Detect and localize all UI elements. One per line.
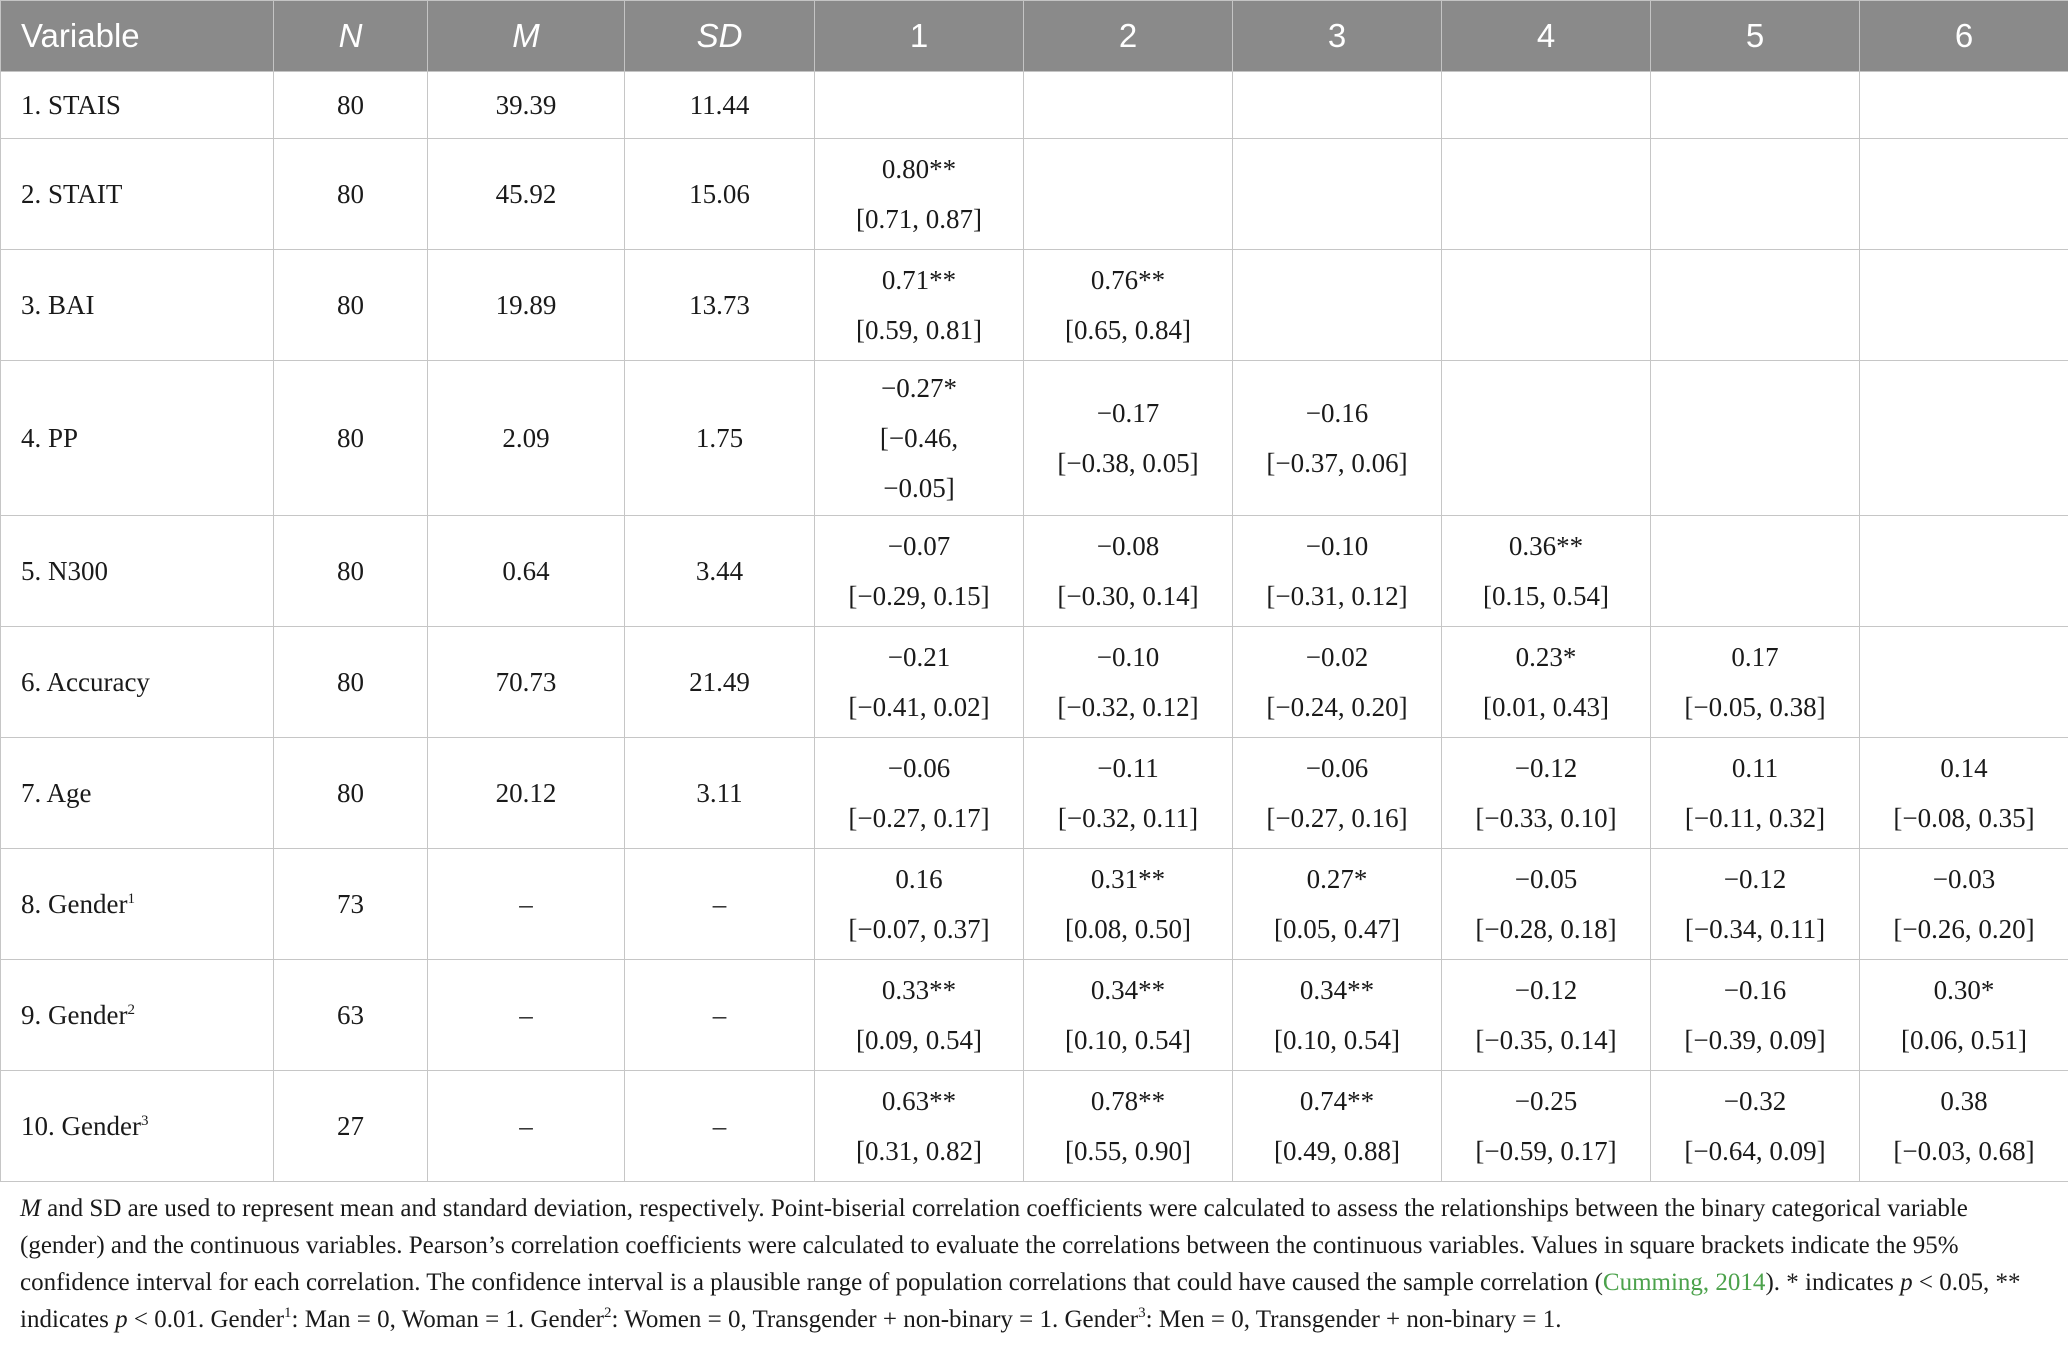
correlation-cell	[815, 1071, 1024, 1182]
correlation-value: −0.32	[1723, 1086, 1787, 1116]
correlation-cell	[1233, 361, 1442, 516]
correlation-value: −0.03	[1932, 864, 1996, 894]
table-row	[1, 738, 2068, 849]
stat-cell-m: –	[428, 1071, 625, 1182]
correlation-cell	[1860, 960, 2068, 1071]
table-row	[1, 849, 2068, 960]
correlation-cell	[815, 250, 1024, 361]
correlation-cell	[1024, 250, 1233, 361]
variable-label: 5. N300	[21, 556, 108, 586]
correlation-value: 0.34**	[1299, 975, 1375, 1005]
stat-cell-sd: 3.44	[625, 516, 815, 627]
confidence-interval: [−0.41, 0.02]	[848, 692, 990, 722]
correlation-cell	[1651, 849, 1860, 960]
table-note	[20, 1190, 2048, 1338]
correlation-value: 0.80**	[881, 154, 957, 184]
confidence-interval: [−0.64, 0.09]	[1684, 1136, 1826, 1166]
stat-cell-m: –	[428, 960, 625, 1071]
correlation-cell	[1651, 516, 1860, 627]
confidence-interval: [0.65, 0.84]	[1065, 315, 1191, 345]
correlation-cell	[1651, 738, 1860, 849]
table-row	[1, 516, 2068, 627]
correlation-cell	[1442, 139, 1651, 250]
correlation-cell	[1442, 738, 1651, 849]
variable-cell	[1, 849, 274, 960]
stat-cell-sd: 15.06	[625, 139, 815, 250]
variable-label: 9. Gender	[21, 1000, 128, 1030]
stat-cell-n: 80	[274, 361, 428, 516]
correlation-cell	[815, 361, 1024, 516]
variable-label: 4. PP	[21, 423, 79, 453]
column-header: 3	[1233, 1, 1442, 72]
stat-cell-n: 27	[274, 1071, 428, 1182]
table-row	[1, 960, 2068, 1071]
column-header: 6	[1860, 1, 2068, 72]
correlation-cell	[1860, 139, 2068, 250]
confidence-interval: [0.31, 0.82]	[856, 1136, 982, 1166]
correlation-value: −0.12	[1514, 753, 1578, 783]
correlation-cell	[1860, 516, 2068, 627]
correlation-cell	[1860, 1071, 2068, 1182]
note-text-1: and SD are used to represent mean and standard deviation, respectively. Point-biserial correlation coefficients were calculated to assess the relationships between the binary categorical variable (gender) and the continuous variables. Pearson’s correlation coefficients were calculated to evaluate the correlations between the continuous variables. Values in square brackets indicate the 95% confidence interval for each correlation. The confidence interval is a plausible range of population correlations that could have caused the sample correlation (	[20, 1195, 1968, 1296]
correlation-cell	[1233, 1071, 1442, 1182]
correlation-cell	[815, 72, 1024, 139]
correlation-value: −0.10	[1305, 531, 1369, 561]
note-text-6: : Women = 0, Transgender + non-binary = 1. Gender	[611, 1306, 1139, 1333]
correlation-value: 0.38	[1940, 1086, 1988, 1116]
correlation-cell	[815, 849, 1024, 960]
confidence-interval: [−0.29, 0.15]	[848, 581, 990, 611]
correlation-value: −0.06	[887, 753, 951, 783]
variable-cell	[1, 1071, 274, 1182]
correlation-value: −0.17	[1096, 398, 1160, 428]
correlation-value: 0.27*	[1306, 864, 1368, 894]
correlation-value: 0.14	[1940, 753, 1988, 783]
correlation-cell	[1651, 139, 1860, 250]
stat-cell-sd: –	[625, 960, 815, 1071]
citation-link[interactable]: Cumming, 2014	[1602, 1269, 1766, 1296]
confidence-interval: [−0.31, 0.12]	[1266, 581, 1408, 611]
table-row	[1, 72, 2068, 139]
column-header: 5	[1651, 1, 1860, 72]
correlation-value: 0.30*	[1933, 975, 1995, 1005]
correlation-value: −0.10	[1096, 642, 1160, 672]
correlation-cell	[1860, 361, 2068, 516]
stat-cell-n: 73	[274, 849, 428, 960]
stat-cell-sd: –	[625, 1071, 815, 1182]
confidence-interval: [0.01, 0.43]	[1483, 692, 1609, 722]
confidence-interval: [−0.27, 0.17]	[848, 803, 990, 833]
stat-cell-m: 0.64	[428, 516, 625, 627]
correlation-cell	[815, 627, 1024, 738]
correlation-value: −0.12	[1514, 975, 1578, 1005]
table-header	[1, 1, 2068, 72]
confidence-interval: [0.15, 0.54]	[1483, 581, 1609, 611]
table-body	[1, 72, 2068, 1182]
correlation-value: −0.08	[1096, 531, 1160, 561]
correlation-value: −0.07	[887, 531, 951, 561]
correlation-value: 0.71**	[881, 265, 957, 295]
column-header: 2	[1024, 1, 1233, 72]
correlation-cell	[1233, 72, 1442, 139]
correlation-cell	[815, 516, 1024, 627]
correlation-cell	[1024, 516, 1233, 627]
correlation-value: 0.16	[895, 864, 943, 894]
correlation-cell	[1442, 250, 1651, 361]
variable-label: 3. BAI	[21, 290, 95, 320]
correlation-cell	[1024, 139, 1233, 250]
correlation-cell	[815, 960, 1024, 1071]
note-p-symbol: p	[1900, 1269, 1913, 1296]
table-row	[1, 627, 2068, 738]
stat-cell-n: 80	[274, 72, 428, 139]
correlation-cell	[1442, 960, 1651, 1071]
confidence-interval: [0.55, 0.90]	[1065, 1136, 1191, 1166]
stat-cell-sd: 3.11	[625, 738, 815, 849]
correlation-cell	[1860, 250, 2068, 361]
correlation-cell	[1024, 361, 1233, 516]
variable-cell	[1, 960, 274, 1071]
confidence-interval: [0.10, 0.54]	[1274, 1025, 1400, 1055]
note-superscript: 3	[1138, 1305, 1146, 1321]
correlation-cell	[1860, 627, 2068, 738]
variable-cell	[1, 250, 274, 361]
variable-label: 6. Accuracy	[21, 667, 150, 697]
variable-label: 2. STAIT	[21, 179, 123, 209]
correlation-value: 0.23*	[1515, 642, 1577, 672]
correlation-value: 0.31**	[1090, 864, 1166, 894]
confidence-interval: [−0.26, 0.20]	[1893, 914, 2035, 944]
variable-label: 10. Gender	[21, 1111, 141, 1141]
note-superscript: 2	[604, 1305, 612, 1321]
variable-label: 8. Gender	[21, 889, 128, 919]
correlation-value: 0.11	[1731, 753, 1779, 783]
correlation-cell	[1024, 72, 1233, 139]
correlation-value: 0.34**	[1090, 975, 1166, 1005]
note-m-symbol: M	[20, 1195, 41, 1222]
table-row	[1, 250, 2068, 361]
correlation-cell	[1233, 849, 1442, 960]
stat-cell-m: 2.09	[428, 361, 625, 516]
confidence-interval: [−0.35, 0.14]	[1475, 1025, 1617, 1055]
column-header: SD	[625, 1, 815, 72]
header-row	[1, 1, 2068, 72]
confidence-interval: [0.08, 0.50]	[1065, 914, 1191, 944]
column-header-variable: Variable	[1, 1, 274, 72]
correlation-cell	[1860, 849, 2068, 960]
variable-superscript: 3	[140, 1113, 149, 1129]
variable-cell	[1, 72, 274, 139]
correlation-cell	[1442, 72, 1651, 139]
stat-cell-m: –	[428, 849, 625, 960]
stat-cell-sd: –	[625, 849, 815, 960]
correlation-value: −0.12	[1723, 864, 1787, 894]
table-row	[1, 361, 2068, 516]
confidence-interval: [−0.37, 0.06]	[1266, 448, 1408, 478]
note-p-symbol: p	[115, 1306, 128, 1333]
variable-superscript: 2	[127, 1002, 135, 1018]
confidence-interval: [−0.07, 0.37]	[848, 914, 990, 944]
confidence-interval: [−0.39, 0.09]	[1684, 1025, 1826, 1055]
correlation-value: −0.16	[1305, 398, 1369, 428]
stat-cell-sd: 1.75	[625, 361, 815, 516]
correlation-cell	[1860, 72, 2068, 139]
note-text-5: : Man = 0, Woman = 1. Gender	[291, 1306, 605, 1333]
confidence-interval: [−0.38, 0.05]	[1057, 448, 1199, 478]
correlation-cell	[1651, 72, 1860, 139]
stat-cell-n: 80	[274, 738, 428, 849]
correlation-cell	[1442, 361, 1651, 516]
correlation-value: 0.78**	[1090, 1086, 1166, 1116]
confidence-interval: [0.59, 0.81]	[856, 315, 982, 345]
correlation-value: −0.05	[1514, 864, 1578, 894]
correlation-cell	[1651, 960, 1860, 1071]
column-header: 4	[1442, 1, 1651, 72]
correlation-value: −0.27*	[881, 373, 957, 403]
confidence-interval: [0.10, 0.54]	[1065, 1025, 1191, 1055]
correlation-cell	[815, 139, 1024, 250]
confidence-interval: [−0.03, 0.68]	[1893, 1136, 2035, 1166]
variable-cell	[1, 516, 274, 627]
confidence-interval: [−0.46, −0.05]	[879, 423, 959, 503]
stat-cell-m: 19.89	[428, 250, 625, 361]
confidence-interval: [−0.08, 0.35]	[1893, 803, 2035, 833]
correlation-value: 0.36**	[1508, 531, 1584, 561]
stat-cell-m: 39.39	[428, 72, 625, 139]
stat-cell-n: 63	[274, 960, 428, 1071]
correlation-value: 0.17	[1731, 642, 1779, 672]
correlation-value: 0.76**	[1090, 265, 1166, 295]
confidence-interval: [−0.30, 0.14]	[1057, 581, 1199, 611]
correlation-cell	[1233, 738, 1442, 849]
confidence-interval: [0.06, 0.51]	[1901, 1025, 2027, 1055]
correlation-cell	[1442, 849, 1651, 960]
confidence-interval: [0.49, 0.88]	[1274, 1136, 1400, 1166]
correlation-cell	[1024, 738, 1233, 849]
correlation-value: −0.21	[887, 642, 951, 672]
correlation-cell	[1651, 627, 1860, 738]
correlation-value: −0.02	[1305, 642, 1369, 672]
correlation-cell	[1024, 627, 1233, 738]
correlation-cell	[1233, 250, 1442, 361]
correlation-cell	[1024, 849, 1233, 960]
correlation-value: −0.25	[1514, 1086, 1578, 1116]
confidence-interval: [−0.59, 0.17]	[1475, 1136, 1617, 1166]
correlation-cell	[1233, 627, 1442, 738]
correlation-cell	[1024, 1071, 1233, 1182]
variable-cell	[1, 738, 274, 849]
correlation-cell	[1442, 516, 1651, 627]
stat-cell-n: 80	[274, 627, 428, 738]
table-row	[1, 1071, 2068, 1182]
confidence-interval: [−0.11, 0.32]	[1684, 803, 1826, 833]
stat-cell-sd: 21.49	[625, 627, 815, 738]
correlation-cell	[1860, 738, 2068, 849]
correlation-cell	[1651, 1071, 1860, 1182]
correlation-value: 0.33**	[881, 975, 957, 1005]
variable-label: 1. STAIS	[21, 90, 121, 120]
stat-cell-sd: 11.44	[625, 72, 815, 139]
correlation-value: −0.16	[1723, 975, 1787, 1005]
column-header: N	[274, 1, 428, 72]
correlation-cell	[1651, 361, 1860, 516]
variable-cell	[1, 139, 274, 250]
variable-superscript: 1	[127, 891, 135, 907]
correlation-cell	[1233, 139, 1442, 250]
correlation-cell	[1024, 960, 1233, 1071]
stat-cell-m: 70.73	[428, 627, 625, 738]
correlation-cell	[1442, 1071, 1651, 1182]
confidence-interval: [0.05, 0.47]	[1274, 914, 1400, 944]
variable-cell	[1, 627, 274, 738]
column-header: M	[428, 1, 625, 72]
correlation-cell	[1651, 250, 1860, 361]
correlation-value: 0.63**	[881, 1086, 957, 1116]
correlation-value: 0.74**	[1299, 1086, 1375, 1116]
correlation-cell	[1233, 516, 1442, 627]
confidence-interval: [−0.32, 0.11]	[1057, 803, 1199, 833]
stat-cell-m: 45.92	[428, 139, 625, 250]
note-text-7: : Men = 0, Transgender + non-binary = 1.	[1145, 1306, 1562, 1333]
correlation-cell	[1233, 960, 1442, 1071]
confidence-interval: [−0.34, 0.11]	[1684, 914, 1826, 944]
note-text-4: < 0.01. Gender	[127, 1306, 285, 1333]
column-header: 1	[815, 1, 1024, 72]
correlation-cell	[1442, 627, 1651, 738]
confidence-interval: [0.09, 0.54]	[856, 1025, 982, 1055]
stat-cell-n: 80	[274, 516, 428, 627]
confidence-interval: [−0.24, 0.20]	[1266, 692, 1408, 722]
confidence-interval: [−0.28, 0.18]	[1475, 914, 1617, 944]
note-text-3: < 0.05, ** indicates	[20, 1269, 2021, 1333]
table-row	[1, 139, 2068, 250]
note-text-2: ). * indicates	[1765, 1269, 1901, 1296]
confidence-interval: [−0.05, 0.38]	[1684, 692, 1826, 722]
stat-cell-n: 80	[274, 139, 428, 250]
variable-cell	[1, 361, 274, 516]
correlation-cell	[815, 738, 1024, 849]
stat-cell-sd: 13.73	[625, 250, 815, 361]
confidence-interval: [0.71, 0.87]	[856, 204, 982, 234]
confidence-interval: [−0.32, 0.12]	[1057, 692, 1199, 722]
confidence-interval: [−0.33, 0.10]	[1475, 803, 1617, 833]
correlation-value: −0.06	[1305, 753, 1369, 783]
note-superscript: 1	[284, 1305, 292, 1321]
confidence-interval: [−0.27, 0.16]	[1266, 803, 1408, 833]
variable-label: 7. Age	[21, 778, 92, 808]
stat-cell-n: 80	[274, 250, 428, 361]
correlation-value: −0.11	[1097, 753, 1159, 783]
stat-cell-m: 20.12	[428, 738, 625, 849]
